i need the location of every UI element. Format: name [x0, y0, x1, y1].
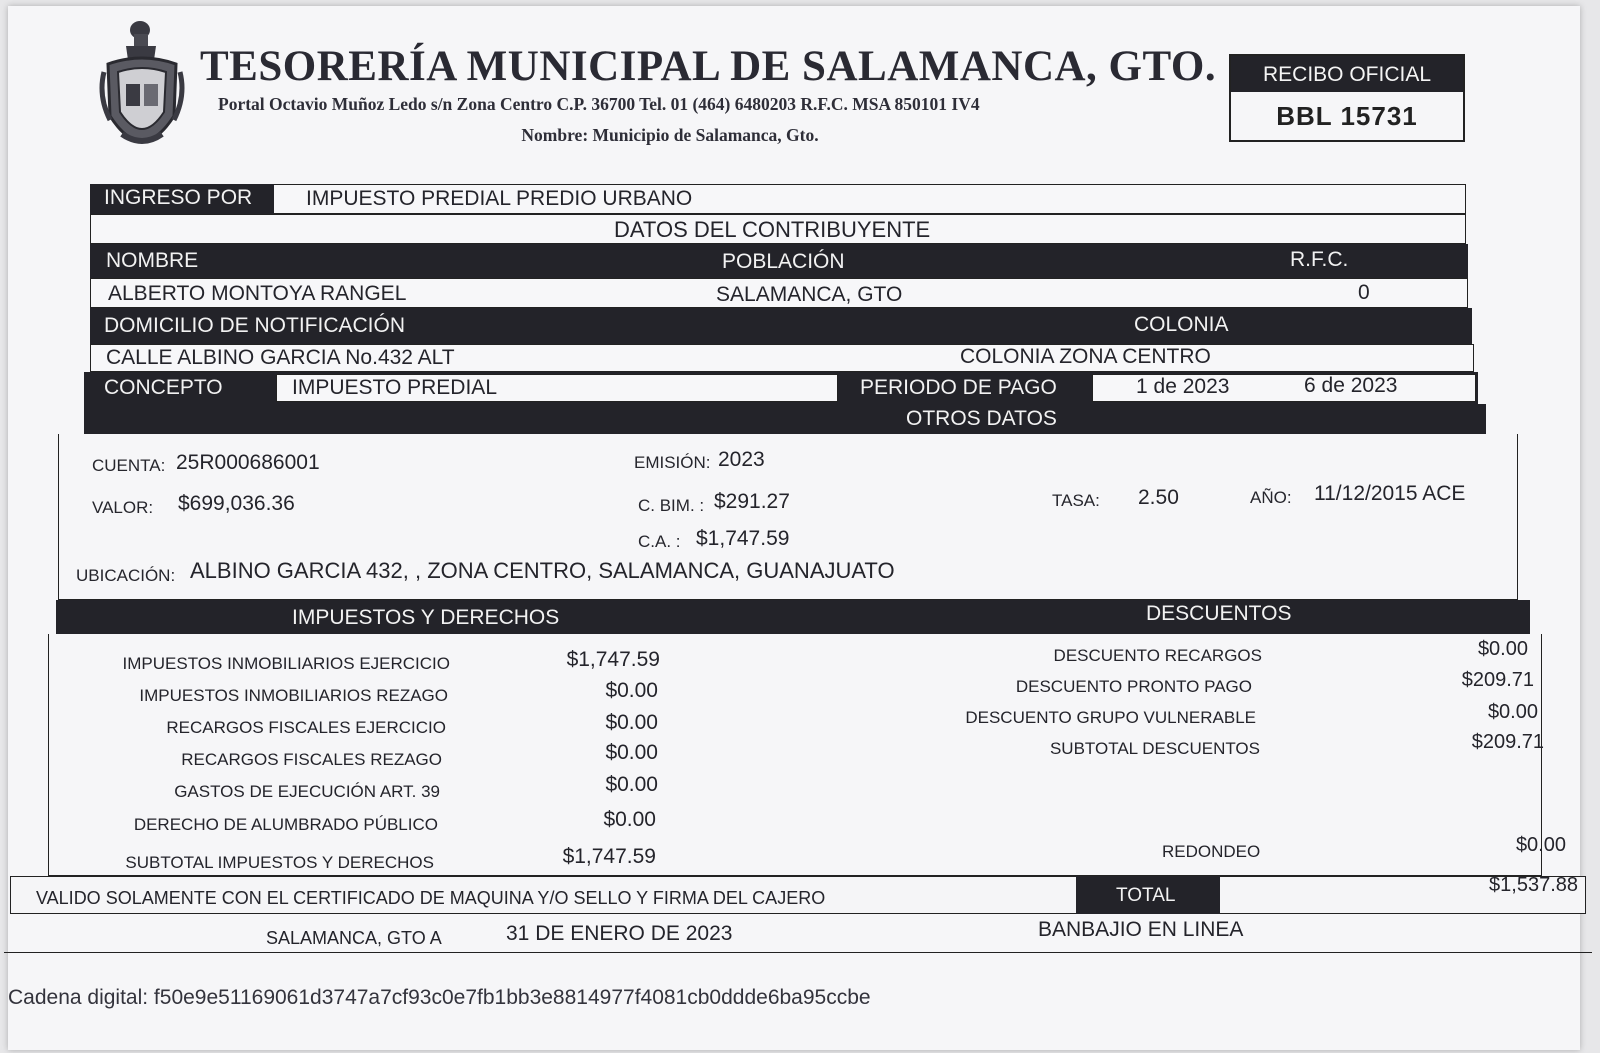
impuesto-row-4-amount: $0.00 — [605, 773, 658, 796]
ingreso-row — [90, 184, 1466, 214]
poblacion-label: POBLACIÓN — [722, 250, 845, 273]
anio-value: 11/12/2015 ACE — [1314, 482, 1466, 505]
descuentos-title: DESCUENTOS — [1146, 602, 1292, 625]
cbim-label: C. BIM. : — [638, 496, 705, 515]
cuenta-value: 25R000686001 — [176, 451, 320, 474]
impuestos-title: IMPUESTOS Y DERECHOS — [292, 606, 560, 629]
valor-value: $699,036.36 — [178, 492, 295, 515]
impuesto-row-2-label: RECARGOS FISCALES EJERCICIO — [166, 718, 446, 737]
contribuyente-header-bar — [90, 244, 1468, 278]
periodo-desde: 1 de 2023 — [1136, 375, 1230, 398]
cuenta-label: CUENTA: — [92, 456, 166, 475]
impuesto-row-5-amount: $0.00 — [603, 808, 656, 831]
impuesto-row-6-label: SUBTOTAL IMPUESTOS Y DERECHOS — [125, 853, 434, 872]
tasa-label: TASA: — [1052, 491, 1100, 510]
impuesto-row-3-label: RECARGOS FISCALES REZAGO — [181, 750, 442, 769]
rfc-label: R.F.C. — [1290, 248, 1349, 271]
domicilio-label: DOMICILIO DE NOTIFICACIÓN — [104, 314, 406, 337]
descuento-row-1-amount: $209.71 — [1461, 669, 1534, 691]
impuesto-row-6-amount: $1,747.59 — [562, 845, 656, 868]
impuesto-row-1-label: IMPUESTOS INMOBILIARIOS REZAGO — [139, 686, 448, 705]
header-name-line: Nombre: Municipio de Salamanca, Gto. — [521, 125, 819, 145]
total-label: TOTAL — [1116, 885, 1176, 906]
lugar-text: SALAMANCA, GTO A — [266, 928, 442, 948]
otros-datos-bar — [84, 404, 1486, 434]
recibo-number: BBL 15731 — [1276, 101, 1418, 131]
fecha-text: 31 DE ENERO DE 2023 — [506, 922, 733, 945]
ingreso-label-cell — [90, 184, 274, 214]
recibo-label: RECIBO OFICIAL — [1231, 56, 1463, 92]
redondeo-label: REDONDEO — [1162, 842, 1261, 861]
descuento-row-0-amount: $0.00 — [1477, 638, 1528, 660]
validez-text: VALIDO SOLAMENTE CON EL CERTIFICADO DE MAQUINA Y/O SELLO Y FIRMA DEL CAJERO — [36, 888, 826, 908]
descuento-row-2-label: DESCUENTO GRUPO VULNERABLE — [965, 708, 1256, 727]
concepto-value: IMPUESTO PREDIAL — [292, 376, 497, 399]
contribuyente-title: DATOS DEL CONTRIBUYENTE — [614, 217, 931, 242]
domicilio-value: CALLE ALBINO GARCIA No.432 ALT — [106, 346, 455, 369]
colonia-value: COLONIA ZONA CENTRO — [960, 345, 1211, 368]
domicilio-header-bar — [90, 308, 1472, 344]
descuento-row-2-amount: $0.00 — [1487, 701, 1538, 723]
tasa-value: 2.50 — [1138, 486, 1179, 509]
nombre-label: NOMBRE — [106, 249, 199, 272]
header-address: Portal Octavio Muñoz Ledo s/n Zona Centro C.P. 36700 Tel. 01 (464) 6480203 R.F.C. MSA 850101 IV4 — [218, 94, 980, 114]
descuento-row-3-label: SUBTOTAL DESCUENTOS — [1049, 739, 1260, 758]
ca-label: C.A. : — [638, 532, 681, 551]
impuesto-row-2-amount: $0.00 — [605, 711, 658, 734]
descuento-row-1-label: DESCUENTO PRONTO PAGO — [1015, 677, 1252, 696]
valor-label: VALOR: — [92, 498, 154, 517]
total-label-cell — [1076, 876, 1220, 914]
impuesto-row-5-label: DERECHO DE ALUMBRADO PÚBLICO — [133, 815, 438, 834]
periodo-hasta: 6 de 2023 — [1304, 374, 1398, 397]
footer-bottom-rule — [4, 952, 1592, 953]
impuestos-descuentos-bar — [56, 600, 1530, 634]
ingreso-label: INGRESO POR — [104, 186, 253, 209]
periodo-label: PERIODO DE PAGO — [860, 376, 1057, 399]
anio-label: AÑO: — [1250, 488, 1292, 507]
cadena-digital: Cadena digital: f50e9e51169061d3747a7cf93c0e7fb1bb3e8814977f4081cb0ddde6ba95ccbe — [8, 986, 871, 1009]
ca-value: $1,747.59 — [696, 527, 790, 550]
nombre-value: ALBERTO MONTOYA RANGEL — [108, 282, 407, 305]
colonia-label: COLONIA — [1134, 313, 1229, 336]
recibo-box — [1229, 54, 1465, 142]
impuesto-row-3-amount: $0.00 — [605, 741, 658, 764]
redondeo-value: $0.00 — [1515, 834, 1566, 856]
cbim-value: $291.27 — [714, 490, 790, 513]
ubicacion-label: UBICACIÓN: — [76, 566, 176, 585]
ingreso-value: IMPUESTO PREDIAL PREDIO URBANO — [306, 187, 693, 210]
descuento-row-3-amount: $209.71 — [1471, 731, 1544, 753]
concepto-label: CONCEPTO — [104, 376, 223, 399]
descuento-row-0-label: DESCUENTO RECARGOS — [1053, 646, 1262, 665]
total-value: $1,537.88 — [1489, 874, 1578, 896]
impuesto-row-1-amount: $0.00 — [605, 679, 658, 702]
rfc-value: 0 — [1358, 281, 1370, 304]
impuesto-row-4-label: GASTOS DE EJECUCIÓN ART. 39 — [174, 782, 440, 801]
emision-label: EMISIÓN: — [634, 453, 711, 472]
impuesto-row-0-amount: $1,747.59 — [566, 648, 660, 671]
emision-value: 2023 — [718, 448, 765, 471]
impuesto-row-0-label: IMPUESTOS INMOBILIARIOS EJERCICIO — [122, 654, 450, 673]
ubicacion-value: ALBINO GARCIA 432, , ZONA CENTRO, SALAMANCA, GUANAJUATO — [190, 558, 895, 583]
otros-datos-title: OTROS DATOS — [906, 407, 1057, 430]
page-title: TESORERÍA MUNICIPAL DE SALAMANCA, GTO. — [200, 43, 1217, 90]
poblacion-value: SALAMANCA, GTO — [716, 283, 903, 306]
banco-text: BANBAJIO EN LINEA — [1038, 918, 1244, 941]
